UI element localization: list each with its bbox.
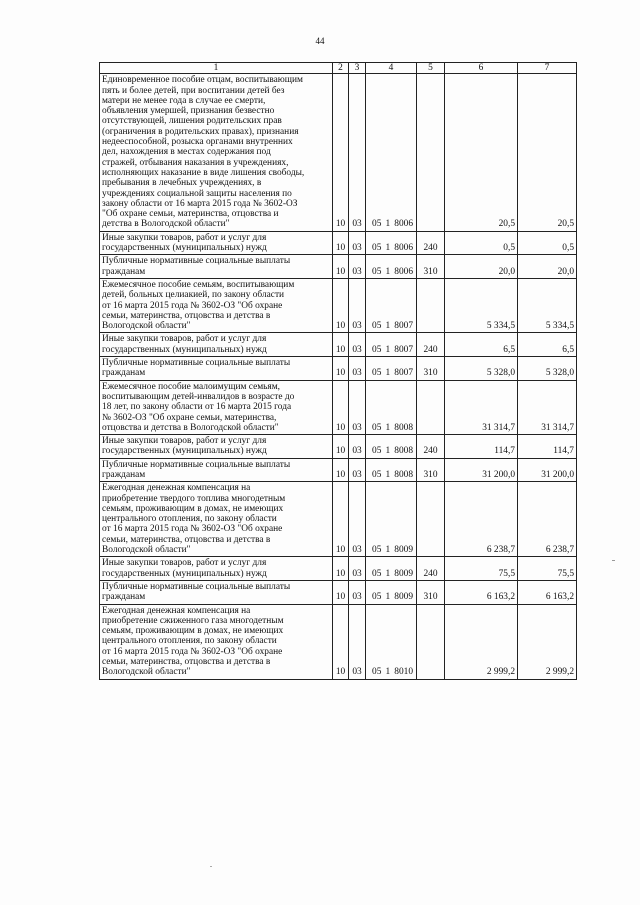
table-row bbox=[100, 557, 577, 581]
header-col-1: 1 bbox=[100, 63, 333, 74]
direction-code: 8010 bbox=[394, 667, 413, 678]
program-code: 05 bbox=[372, 667, 382, 678]
target-article-cell bbox=[366, 231, 417, 255]
subprogram-code: 1 bbox=[385, 545, 391, 556]
program-code: 05 bbox=[372, 422, 382, 433]
subsection-code: 03 bbox=[349, 74, 366, 231]
direction-code: 8008 bbox=[394, 469, 413, 480]
subprogram-code: 1 bbox=[385, 321, 391, 332]
section-code: 10 bbox=[333, 580, 349, 604]
table-header-row bbox=[100, 63, 577, 74]
subsection-code: 03 bbox=[349, 482, 366, 557]
row-description: Иные закупки товаров, работ и услуг для государственных (муниципальных) нужд bbox=[100, 557, 333, 581]
target-article-cell bbox=[366, 580, 417, 604]
target-article-cell bbox=[366, 357, 417, 381]
target-article-cell bbox=[366, 435, 417, 459]
subprogram-code: 1 bbox=[385, 243, 391, 254]
amount-year-1: 5 334,5 bbox=[445, 278, 518, 332]
target-article-cell bbox=[366, 604, 417, 679]
row-description: Иные закупки товаров, работ и услуг для государственных (муниципальных) нужд bbox=[100, 333, 333, 357]
subsection-code: 03 bbox=[349, 357, 366, 381]
subprogram-code: 1 bbox=[385, 568, 391, 579]
program-code: 05 bbox=[372, 243, 382, 254]
target-article-cell bbox=[366, 482, 417, 557]
amount-year-2: 6,5 bbox=[518, 333, 577, 357]
amount-year-1: 31 314,7 bbox=[445, 380, 518, 434]
header-col-4: 4 bbox=[366, 63, 417, 74]
section-code: 10 bbox=[333, 458, 349, 482]
direction-code: 8009 bbox=[394, 592, 413, 603]
table-row bbox=[100, 255, 577, 279]
amount-year-1: 20,5 bbox=[445, 74, 518, 231]
section-code: 10 bbox=[333, 435, 349, 459]
amount-year-2: 0,5 bbox=[518, 231, 577, 255]
amount-year-2: 2 999,2 bbox=[518, 604, 577, 679]
budget-table bbox=[99, 62, 577, 680]
expense-type-code: 240 bbox=[417, 333, 445, 357]
direction-code: 8008 bbox=[394, 446, 413, 457]
amount-year-2: 6 238,7 bbox=[518, 482, 577, 557]
table-row bbox=[100, 458, 577, 482]
section-code: 10 bbox=[333, 557, 349, 581]
subprogram-code: 1 bbox=[385, 592, 391, 603]
expense-type-code: 240 bbox=[417, 231, 445, 255]
section-code: 10 bbox=[333, 482, 349, 557]
section-code: 10 bbox=[333, 255, 349, 279]
program-code: 05 bbox=[372, 266, 382, 277]
amount-year-2: 75,5 bbox=[518, 557, 577, 581]
program-code: 05 bbox=[372, 321, 382, 332]
direction-code: 8006 bbox=[394, 266, 413, 277]
amount-year-1: 2 999,2 bbox=[445, 604, 518, 679]
table-row bbox=[100, 231, 577, 255]
subsection-code: 03 bbox=[349, 333, 366, 357]
program-code: 05 bbox=[372, 545, 382, 556]
expense-type-code: 240 bbox=[417, 435, 445, 459]
row-description: Ежегодная денежная компенсация на приобретение сжиженного газа многодетным семьям, проживающим в домах, не имеющих центрального отопления, по закону области от 16 марта 2015 года № 3602-ОЗ "Об охране семьи, материнства, отцовства и детства в Вологодской области" bbox=[100, 604, 333, 679]
scan-speck bbox=[612, 560, 615, 561]
expense-type-code bbox=[417, 278, 445, 332]
subprogram-code: 1 bbox=[385, 219, 391, 230]
direction-code: 8007 bbox=[394, 344, 413, 355]
direction-code: 8006 bbox=[394, 243, 413, 254]
subsection-code: 03 bbox=[349, 604, 366, 679]
expense-type-code bbox=[417, 74, 445, 231]
amount-year-2: 5 334,5 bbox=[518, 278, 577, 332]
target-article-cell bbox=[366, 333, 417, 357]
table-row bbox=[100, 74, 577, 231]
section-code: 10 bbox=[333, 278, 349, 332]
table-row bbox=[100, 435, 577, 459]
target-article-cell bbox=[366, 458, 417, 482]
row-description: Иные закупки товаров, работ и услуг для государственных (муниципальных) нужд bbox=[100, 231, 333, 255]
section-code: 10 bbox=[333, 604, 349, 679]
target-article-cell bbox=[366, 557, 417, 581]
header-col-2: 2 bbox=[333, 63, 349, 74]
row-description: Единовременное пособие отцам, воспитывающим пять и более детей, при воспитании детей без матери не менее года в случае ее смерти, объявления умершей, признания безвестно отсутствующей, лишения родительских прав (ограничения в родительских правах), признания недееспособной, розыска органами внутренних дел, нахождения в местах содержания под стражей, отбывания наказания в учреждениях, исполняющих наказание в виде лишения свободы, пребывания в лечебных учреждениях, в учреждениях социальной защиты населения по закону области от 16 марта 2015 года № 3602-ОЗ "Об охране семьи, материнства, отцовства и детства в Вологодской области" bbox=[100, 74, 333, 231]
program-code: 05 bbox=[372, 568, 382, 579]
expense-type-code bbox=[417, 604, 445, 679]
subsection-code: 03 bbox=[349, 380, 366, 434]
row-description: Ежемесячное пособие семьям, воспитывающим детей, больных целиакией, по закону области от 16 марта 2015 года № 3602-ОЗ "Об охране семьи, материнства, отцовства и детства в Вологодской области" bbox=[100, 278, 333, 332]
section-code: 10 bbox=[333, 380, 349, 434]
row-description: Ежегодная денежная компенсация на приобретение твердого топлива многодетным семьям, проживающим в домах, не имеющих центрального отопления, по закону области от 16 марта 2015 года № 3602-ОЗ "Об охране семьи, материнства, отцовства и детства в Вологодской области" bbox=[100, 482, 333, 557]
amount-year-2: 114,7 bbox=[518, 435, 577, 459]
row-description: Публичные нормативные социальные выплаты гражданам bbox=[100, 357, 333, 381]
section-code: 10 bbox=[333, 333, 349, 357]
section-code: 10 bbox=[333, 231, 349, 255]
amount-year-1: 75,5 bbox=[445, 557, 518, 581]
header-col-7: 7 bbox=[518, 63, 577, 74]
subsection-code: 03 bbox=[349, 231, 366, 255]
expense-type-code: 310 bbox=[417, 357, 445, 381]
target-article-cell bbox=[366, 278, 417, 332]
direction-code: 8009 bbox=[394, 568, 413, 579]
subprogram-code: 1 bbox=[385, 469, 391, 480]
table-row bbox=[100, 278, 577, 332]
expense-type-code bbox=[417, 482, 445, 557]
amount-year-1: 6,5 bbox=[445, 333, 518, 357]
amount-year-2: 31 314,7 bbox=[518, 380, 577, 434]
subsection-code: 03 bbox=[349, 278, 366, 332]
expense-type-code: 310 bbox=[417, 580, 445, 604]
amount-year-1: 114,7 bbox=[445, 435, 518, 459]
subprogram-code: 1 bbox=[385, 667, 391, 678]
row-description: Публичные нормативные социальные выплаты гражданам bbox=[100, 458, 333, 482]
subprogram-code: 1 bbox=[385, 266, 391, 277]
direction-code: 8007 bbox=[394, 321, 413, 332]
table-row bbox=[100, 482, 577, 557]
header-col-3: 3 bbox=[349, 63, 366, 74]
row-description: Ежемесячное пособие малоимущим семьям, воспитывающим детей-инвалидов в возрасте до 18 лет, по закону области от 16 марта 2015 года № 3602-ОЗ "Об охране семьи, материнства, отцовства и детства в Вологодской области" bbox=[100, 380, 333, 434]
table-row bbox=[100, 357, 577, 381]
amount-year-1: 6 163,2 bbox=[445, 580, 518, 604]
subsection-code: 03 bbox=[349, 435, 366, 459]
expense-type-code bbox=[417, 380, 445, 434]
direction-code: 8009 bbox=[394, 545, 413, 556]
program-code: 05 bbox=[372, 219, 382, 230]
amount-year-2: 5 328,0 bbox=[518, 357, 577, 381]
subsection-code: 03 bbox=[349, 458, 366, 482]
page-number: 44 bbox=[315, 36, 325, 46]
subsection-code: 03 bbox=[349, 580, 366, 604]
amount-year-2: 6 163,2 bbox=[518, 580, 577, 604]
target-article-cell bbox=[366, 255, 417, 279]
amount-year-2: 20,5 bbox=[518, 74, 577, 231]
expense-type-code: 310 bbox=[417, 458, 445, 482]
amount-year-2: 20,0 bbox=[518, 255, 577, 279]
amount-year-2: 31 200,0 bbox=[518, 458, 577, 482]
subprogram-code: 1 bbox=[385, 368, 391, 379]
expense-type-code: 240 bbox=[417, 557, 445, 581]
program-code: 05 bbox=[372, 368, 382, 379]
header-col-6: 6 bbox=[445, 63, 518, 74]
table-row bbox=[100, 333, 577, 357]
program-code: 05 bbox=[372, 446, 382, 457]
direction-code: 8007 bbox=[394, 368, 413, 379]
subsection-code: 03 bbox=[349, 557, 366, 581]
amount-year-1: 31 200,0 bbox=[445, 458, 518, 482]
row-description: Публичные нормативные социальные выплаты гражданам bbox=[100, 580, 333, 604]
row-description: Публичные нормативные социальные выплаты гражданам bbox=[100, 255, 333, 279]
row-description: Иные закупки товаров, работ и услуг для государственных (муниципальных) нужд bbox=[100, 435, 333, 459]
amount-year-1: 5 328,0 bbox=[445, 357, 518, 381]
table-row bbox=[100, 380, 577, 434]
subprogram-code: 1 bbox=[385, 446, 391, 457]
target-article-cell bbox=[366, 74, 417, 231]
scan-speck bbox=[210, 866, 212, 867]
header-col-5: 5 bbox=[417, 63, 445, 74]
subprogram-code: 1 bbox=[385, 422, 391, 433]
table-row bbox=[100, 580, 577, 604]
expense-type-code: 310 bbox=[417, 255, 445, 279]
direction-code: 8008 bbox=[394, 422, 413, 433]
table-row bbox=[100, 604, 577, 679]
target-article-cell bbox=[366, 380, 417, 434]
subprogram-code: 1 bbox=[385, 344, 391, 355]
amount-year-1: 6 238,7 bbox=[445, 482, 518, 557]
program-code: 05 bbox=[372, 469, 382, 480]
section-code: 10 bbox=[333, 74, 349, 231]
subsection-code: 03 bbox=[349, 255, 366, 279]
amount-year-1: 0,5 bbox=[445, 231, 518, 255]
section-code: 10 bbox=[333, 357, 349, 381]
program-code: 05 bbox=[372, 592, 382, 603]
program-code: 05 bbox=[372, 344, 382, 355]
amount-year-1: 20,0 bbox=[445, 255, 518, 279]
direction-code: 8006 bbox=[394, 219, 413, 230]
